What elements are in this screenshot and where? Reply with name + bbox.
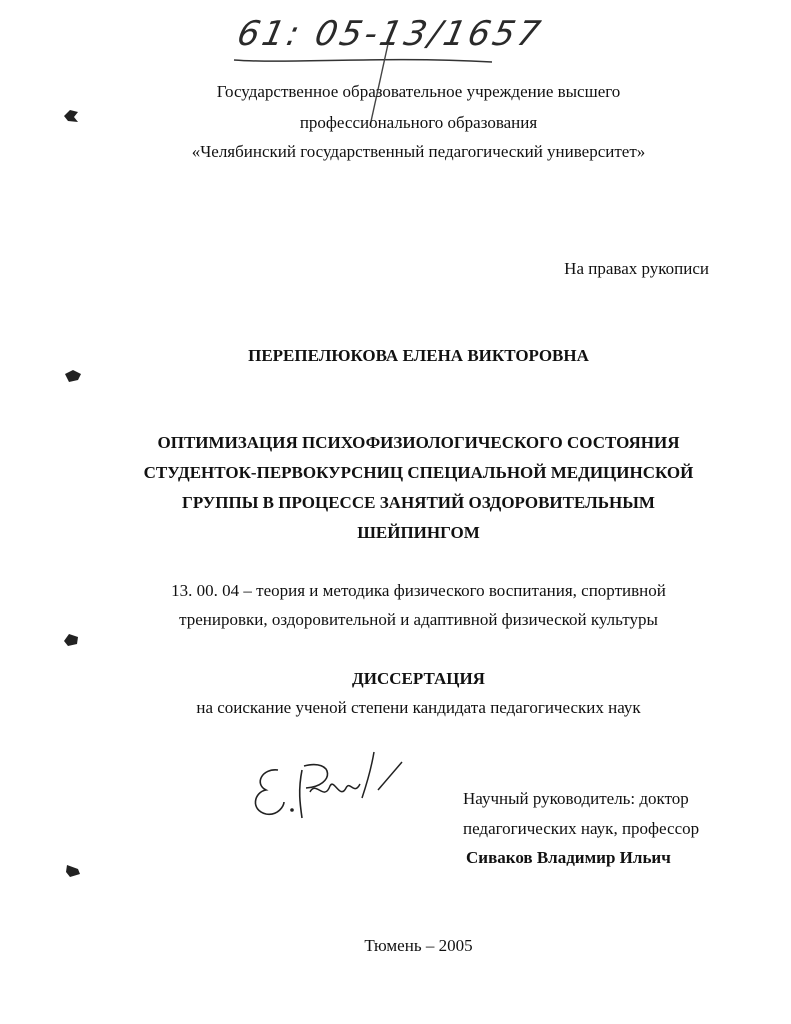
- title-line-2: СТУДЕНТОК-ПЕРВОКУРСНИЦ СПЕЦИАЛЬНОЙ МЕДИЦИНСКОЙ: [143, 463, 694, 482]
- scan-mark-icon: [64, 368, 82, 384]
- supervisor-line-2: педагогических наук, профессор: [463, 819, 700, 838]
- document-type: ДИССЕРТАЦИЯ: [352, 669, 485, 688]
- title-line-3: ГРУППЫ В ПРОЦЕССЕ ЗАНЯТИЙ ОЗДОРОВИТЕЛЬНЫМ: [182, 493, 655, 512]
- institution-line-3: «Челябинский государственный педагогический университет»: [191, 142, 646, 161]
- supervisor-name: Сиваков Владимир Ильич: [466, 848, 671, 867]
- title-line-1: ОПТИМИЗАЦИЯ ПСИХОФИЗИОЛОГИЧЕСКОГО СОСТОЯНИЯ: [157, 433, 680, 452]
- scan-mark-icon: [64, 862, 82, 878]
- manuscript-note: На правах рукописи: [564, 259, 709, 278]
- institution-line-2: профессионального образования: [299, 113, 538, 132]
- institution-line-1: Государственное образовательное учреждение высшего: [216, 82, 621, 101]
- supervisor-line-1: Научный руководитель: доктор: [463, 789, 689, 808]
- degree-line: на соискание ученой степени кандидата педагогических наук: [196, 698, 641, 717]
- city-year: Тюмень – 2005: [364, 936, 473, 955]
- scan-mark-icon: [62, 632, 80, 648]
- title-line-4: ШЕЙПИНГОМ: [357, 523, 480, 542]
- specialty-line-2: тренировки, оздоровительной и адаптивной физической культуры: [179, 610, 658, 629]
- archive-handwritten-number: 61: 05-13/1657: [233, 14, 547, 54]
- author-name: ПЕРЕПЕЛЮКОВА ЕЛЕНА ВИКТОРОВНА: [248, 346, 589, 365]
- specialty-line-1: 13. 00. 04 – теория и методика физического воспитания, спортивной: [171, 581, 666, 600]
- author-signature: [244, 740, 414, 830]
